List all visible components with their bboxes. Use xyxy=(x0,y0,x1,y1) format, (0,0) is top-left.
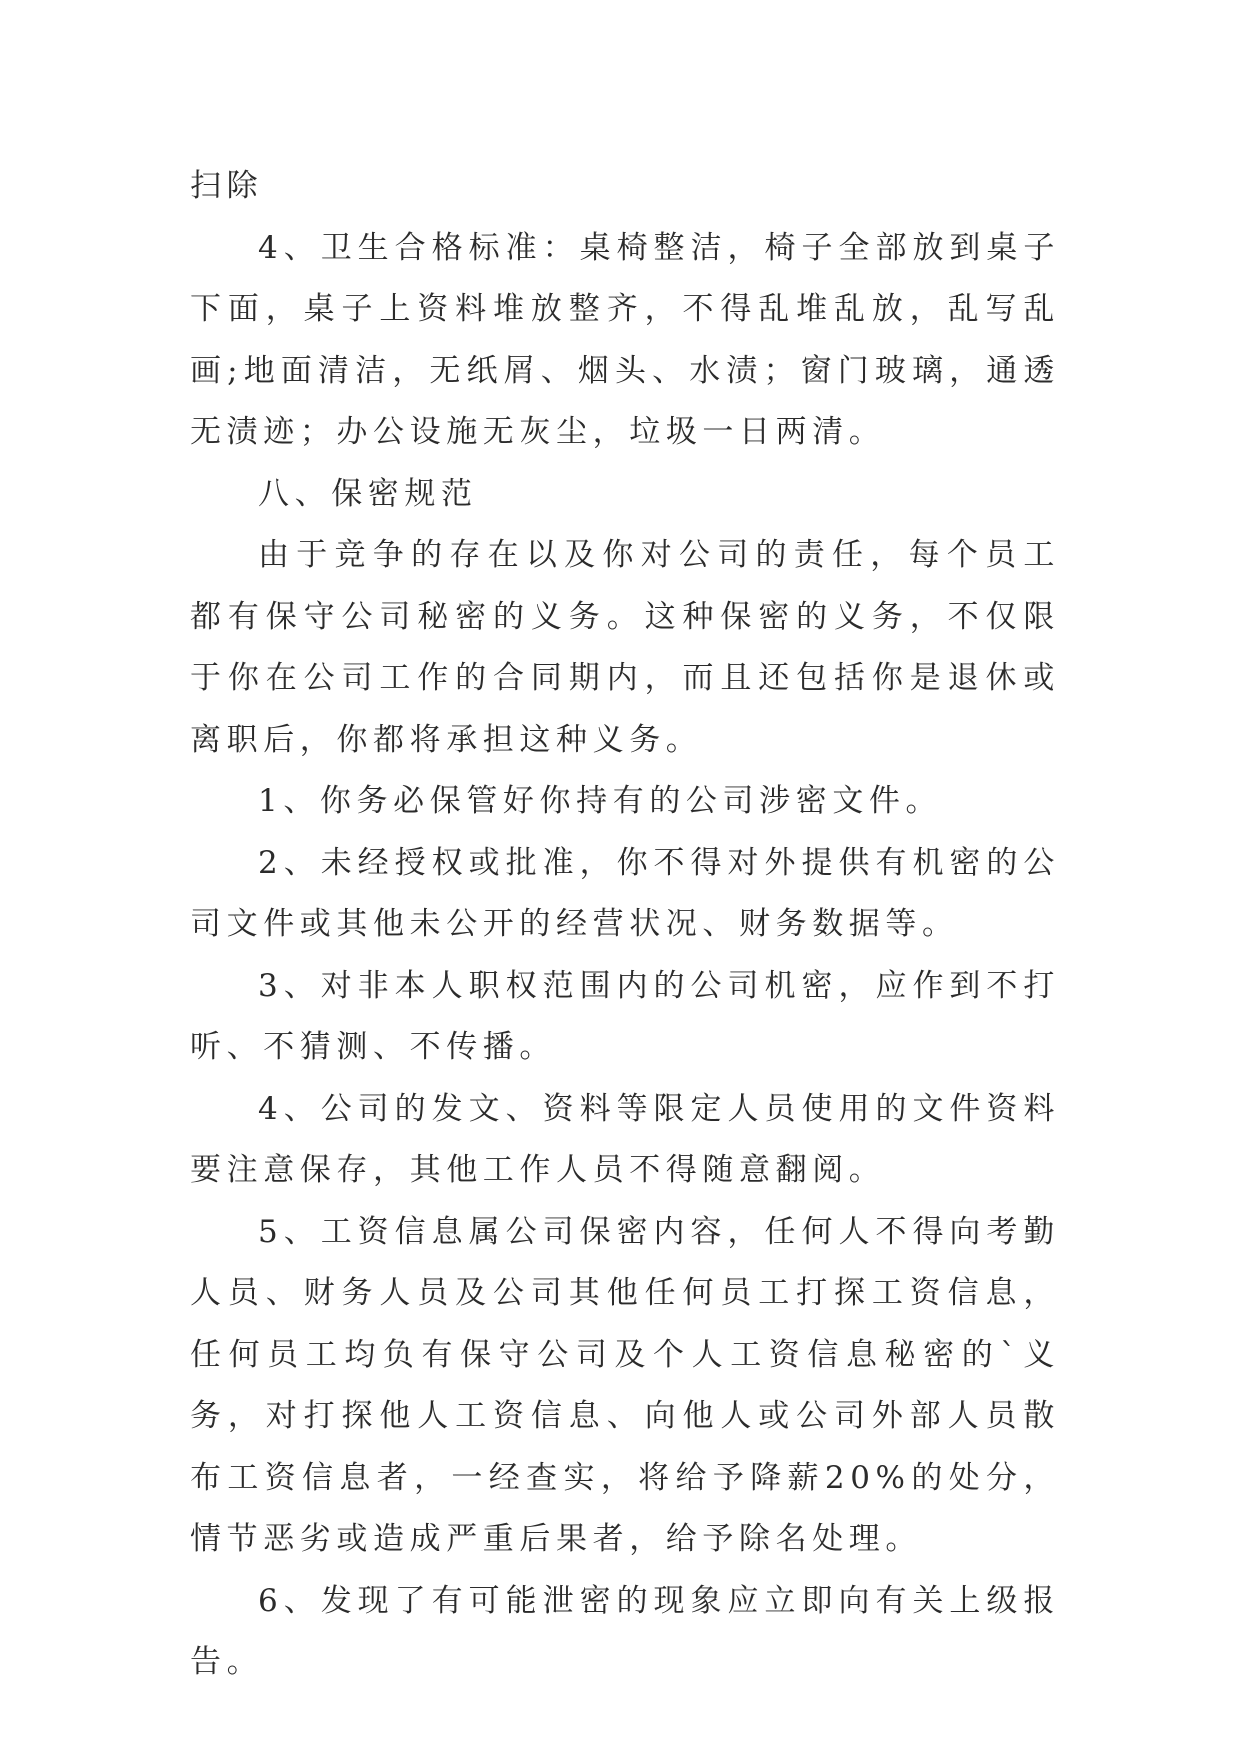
paragraph-hygiene-standard: 4、卫生合格标准：桌椅整洁，椅子全部放到桌子下面，桌子上资料堆放整齐，不得乱堆乱放，乱写乱画;地面清洁，无纸屑、烟头、水渍；窗门玻璃，通透无渍迹；办公设施无灰尘，垃圾一日两清。 xyxy=(190,229,1060,450)
list-item-rule-2: 2、未经授权或批准，你不得对外提供有机密的公司文件或其他未公开的经营状况、财务数据等。 xyxy=(190,844,1060,942)
list-item-rule-3: 3、对非本人职权范围内的公司机密，应作到不打听、不猜测、不传播。 xyxy=(190,967,1060,1065)
document-body xyxy=(190,156,1060,1694)
paragraph-cleaning-continuation: 扫除 xyxy=(190,168,264,204)
list-item-rule-1: 1、你务必保管好你持有的公司涉密文件。 xyxy=(258,783,943,819)
section-heading-confidentiality: 八、保密规范 xyxy=(258,475,478,512)
list-item-rule-4: 4、公司的发文、资料等限定人员使用的文件资料要注意保存，其他工作人员不得随意翻阅。 xyxy=(190,1090,1060,1188)
list-item-rule-6: 6、发现了有可能泄密的现象应立即向有关上级报告。 xyxy=(190,1582,1060,1680)
list-item-rule-5: 5、工资信息属公司保密内容，任何人不得向考勤人员、财务人员及公司其他任何员工打探工资信息，任何员工均负有保守公司及个人工资信息秘密的`义务，对打探他人工资信息、向他人或公司外部人员散布工资信息者，一经查实，将给予降薪20%的处分，情节恶劣或造成严重后果者，给予除名处理。 xyxy=(190,1213,1060,1557)
paragraph-confidentiality-intro: 由于竞争的存在以及你对公司的责任，每个员工都有保守公司秘密的义务。这种保密的义务，不仅限于你在公司工作的合同期内，而且还包括你是退休或离职后，你都将承担这种义务。 xyxy=(190,537,1060,758)
